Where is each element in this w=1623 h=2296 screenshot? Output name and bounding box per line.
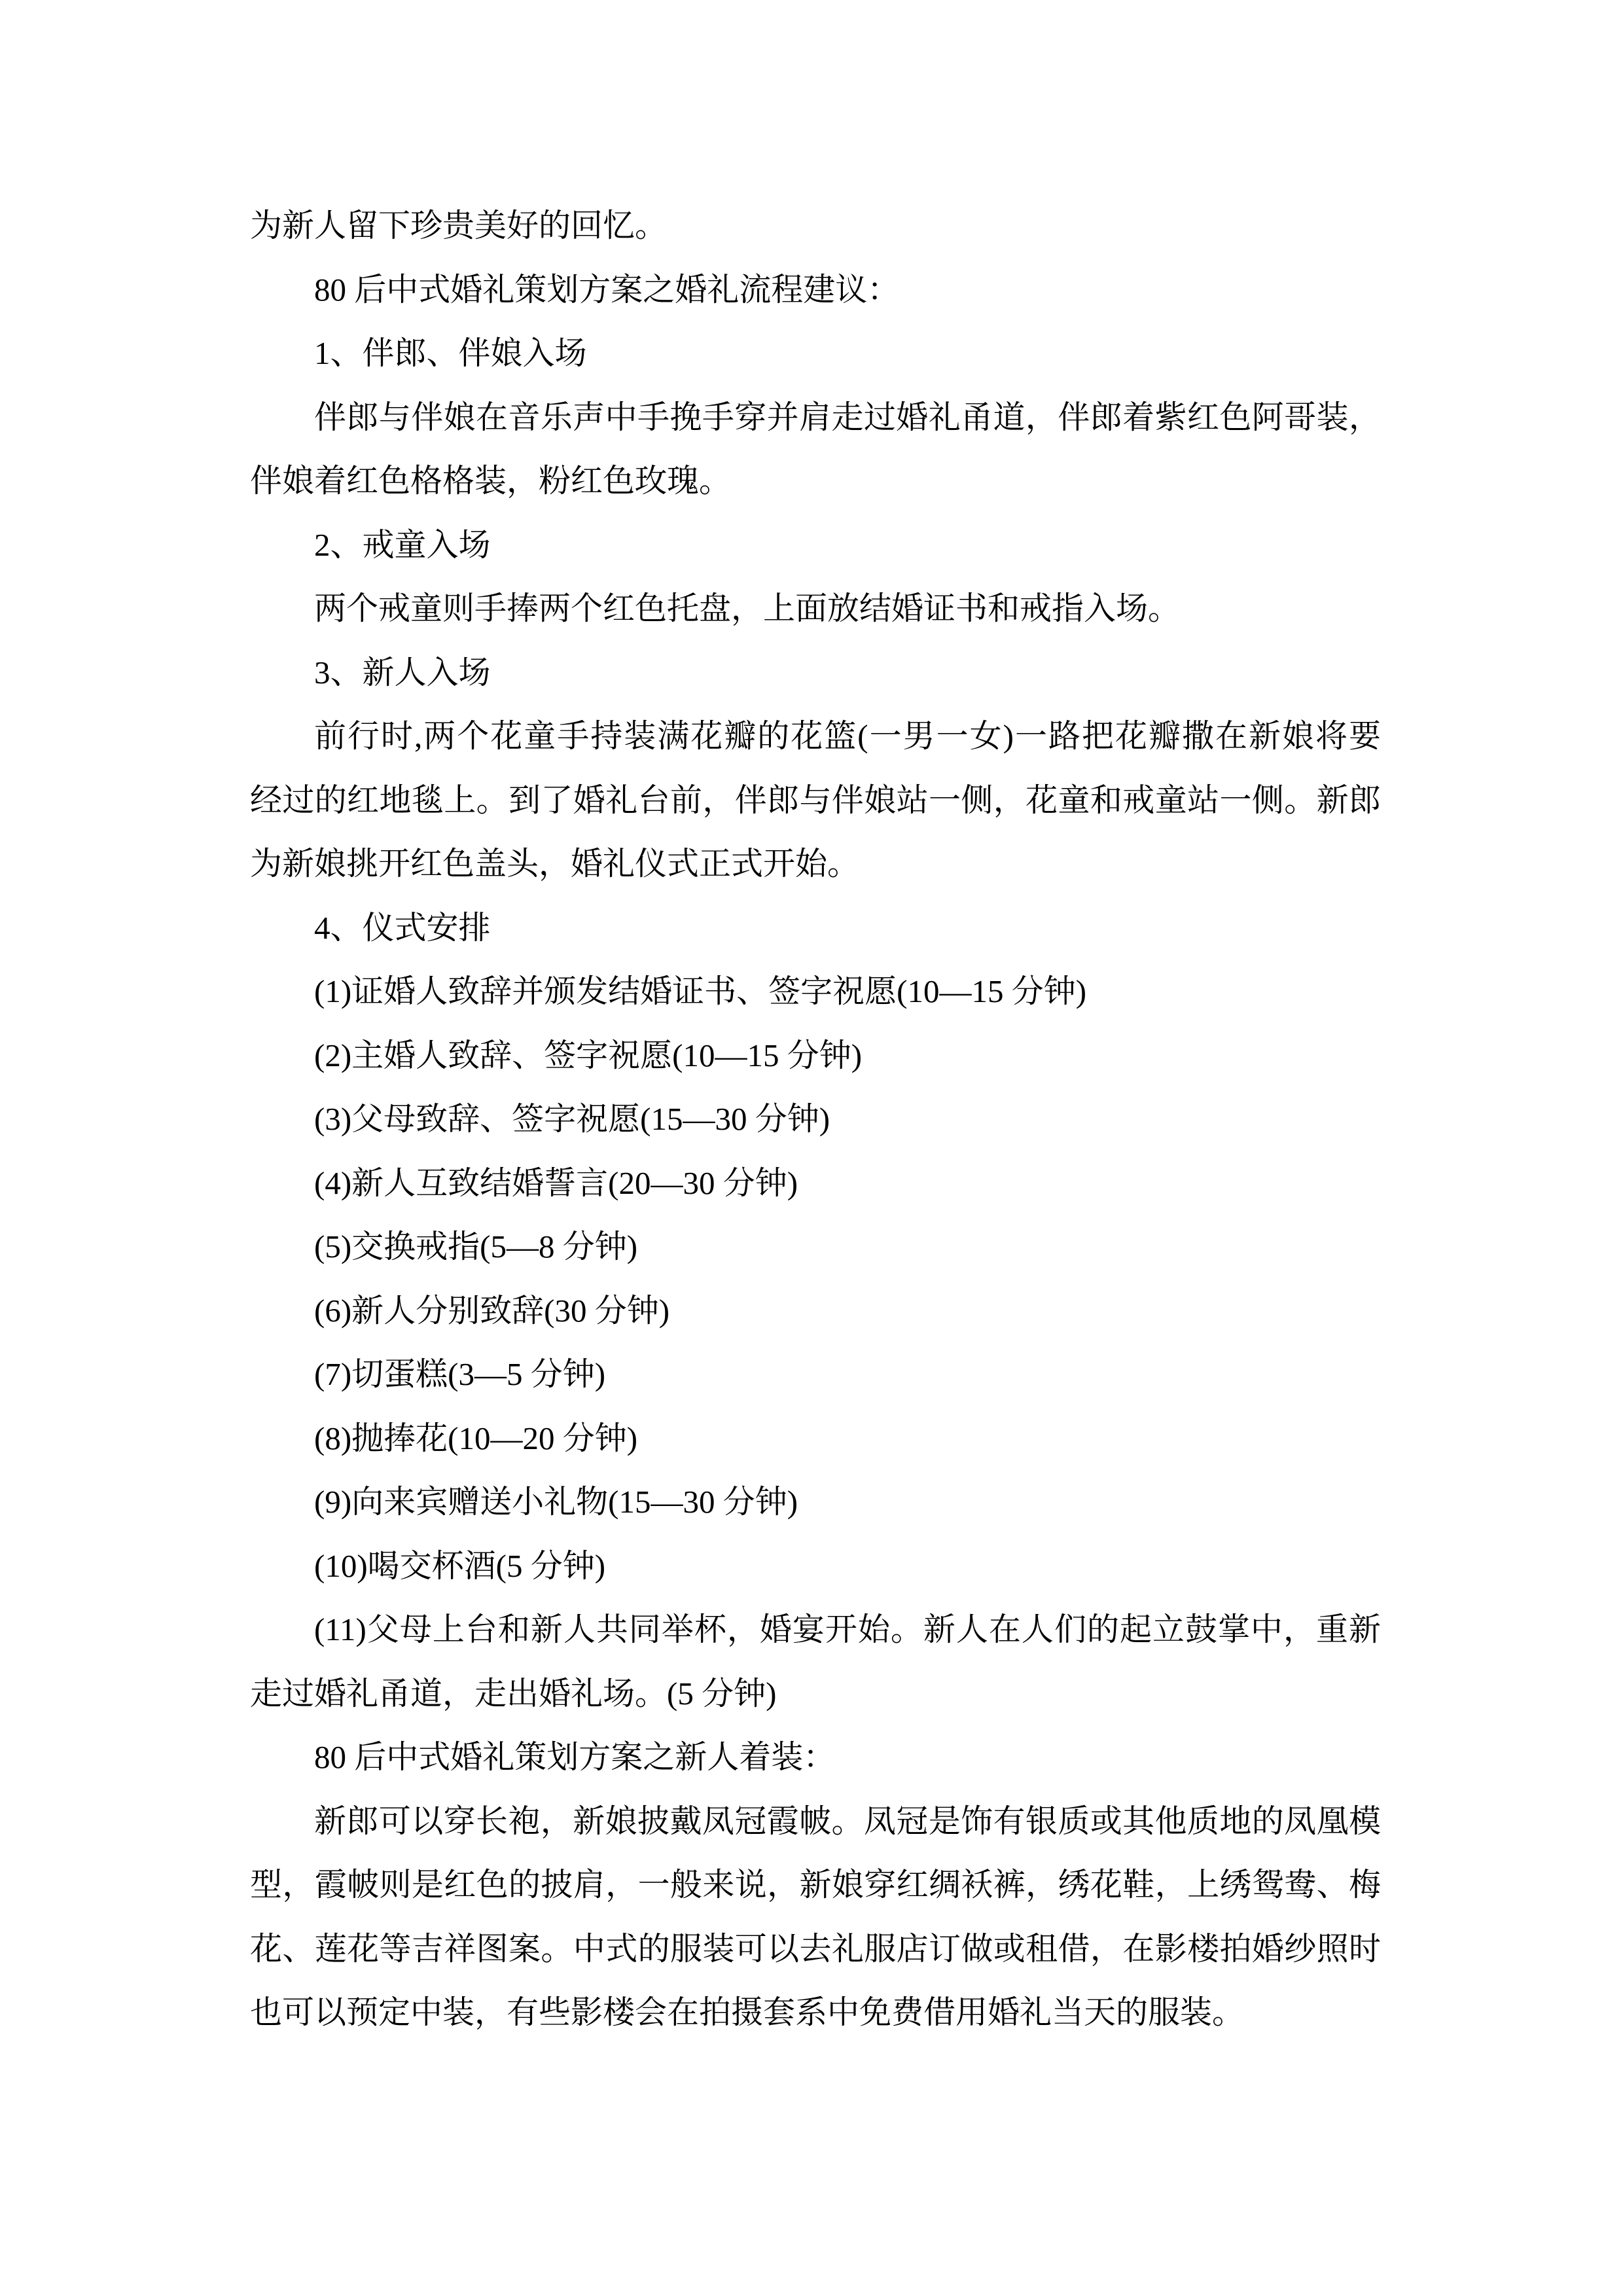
body-text-line: 经过的红地毯上。到了婚礼台前，伴郎与伴娘站一侧，花童和戒童站一侧。新郎	[250, 781, 1381, 818]
body-text-line: 两个戒童则手捧两个红色托盘，上面放结婚证书和戒指入场。	[314, 590, 1181, 626]
list-item-line: (6)新人分别致辞(30 分钟)	[314, 1292, 670, 1329]
body-text-line: 为新娘挑开红色盖头，婚礼仪式正式开始。	[250, 846, 860, 882]
body-text-line: 型，霞帔则是红色的披肩，一般来说，新娘穿红绸袄裤，绣花鞋，上绣鸳鸯、梅	[250, 1867, 1381, 1903]
numbered-heading-line: 2、戒童入场	[314, 526, 491, 563]
list-item-line: (11)父母上台和新人共同举杯，婚宴开始。新人在人们的起立鼓掌中，重新	[314, 1611, 1381, 1647]
list-item-line: (4)新人互致结婚誓言(20—30 分钟)	[314, 1164, 798, 1201]
list-item-line: (7)切蛋糕(3—5 分钟)	[314, 1356, 606, 1392]
section-heading-line: 80 后中式婚礼策划方案之新人着装：	[314, 1739, 836, 1775]
body-text-line: 新郎可以穿长袍，新娘披戴凤冠霞帔。凤冠是饰有银质或其他质地的凤凰模	[314, 1803, 1381, 1839]
numbered-heading-line: 4、仪式安排	[314, 909, 491, 946]
numbered-heading-line: 3、新人入场	[314, 654, 491, 691]
body-text-line: 伴郎与伴娘在音乐声中手挽手穿并肩走过婚礼甬道，伴郎着紫红色阿哥装，	[314, 399, 1381, 435]
list-item-line: (8)抛捧花(10—20 分钟)	[314, 1420, 638, 1456]
body-text-line: 为新人留下珍贵美好的回忆。	[250, 207, 668, 243]
section-heading-line: 80 后中式婚礼策划方案之婚礼流程建议：	[314, 271, 900, 308]
numbered-heading-line: 1、伴郎、伴娘入场	[314, 335, 587, 371]
list-item-line: 走过婚礼甬道，走出婚礼场。(5 分钟)	[250, 1675, 777, 1712]
body-text-line: 也可以预定中装，有些影楼会在拍摄套系中免费借用婚礼当天的服装。	[250, 1994, 1245, 2030]
list-item-line: (9)向来宾赠送小礼物(15—30 分钟)	[314, 1484, 798, 1520]
list-item-line: (1)证婚人致辞并颁发结婚证书、签字祝愿(10—15 分钟)	[314, 973, 1087, 1009]
list-item-line: (5)交换戒指(5—8 分钟)	[314, 1229, 638, 1265]
body-text-line: 花、莲花等吉祥图案。中式的服装可以去礼服店订做或租借，在影楼拍婚纱照时	[250, 1930, 1381, 1967]
body-text-line: 前行时,两个花童手持装满花瓣的花篮(一男一女)一路把花瓣撒在新娘将要	[314, 718, 1381, 754]
list-item-line: (3)父母致辞、签字祝愿(15—30 分钟)	[314, 1101, 830, 1137]
list-item-line: (2)主婚人致辞、签字祝愿(10—15 分钟)	[314, 1037, 863, 1073]
document-body	[250, 194, 1381, 2045]
body-text-line: 伴娘着红色格格装，粉红色玫瑰。	[250, 463, 732, 499]
list-item-line: (10)喝交杯酒(5 分钟)	[314, 1547, 606, 1584]
